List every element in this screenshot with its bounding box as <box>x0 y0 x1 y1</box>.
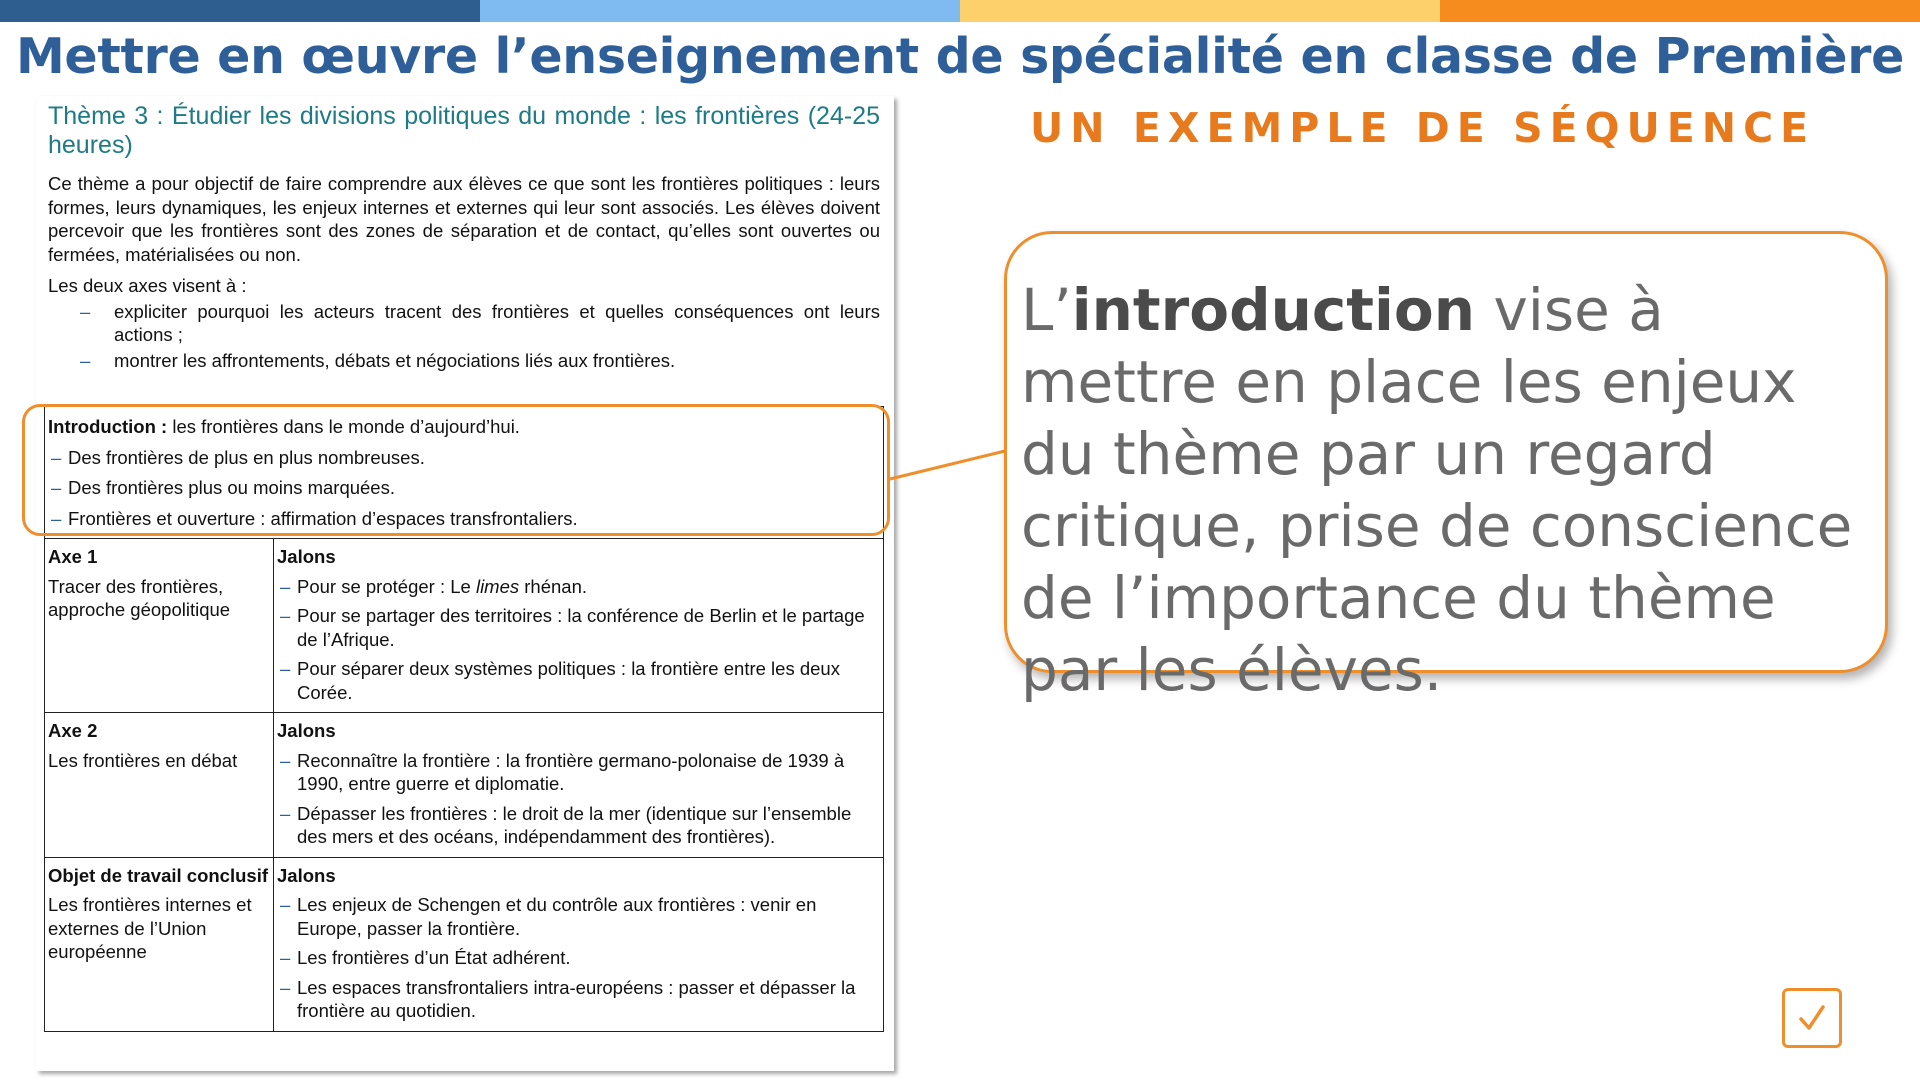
jalons-list <box>277 893 880 1023</box>
program-document <box>36 96 894 1071</box>
jalon-text-end: rhénan. <box>519 575 588 597</box>
theme-intro <box>48 172 880 374</box>
axes-list-item <box>48 300 880 347</box>
jalons-list <box>277 575 880 705</box>
axes-list <box>48 300 880 373</box>
row-description: Tracer des frontières, approche géopolitique <box>48 575 231 620</box>
axes-item-text: montrer les affrontements, débats et négociations liés aux frontières. <box>114 349 676 371</box>
callout-box <box>1004 231 1888 704</box>
check-mark-glyph <box>1785 991 1839 1045</box>
list-dash: – <box>280 575 291 597</box>
list-item <box>277 802 880 849</box>
row-title: Objet de travail conclusif <box>48 864 269 886</box>
jalon-text: Pour se partager des territoires : la conférence de Berlin et le partage de l’Afrique. <box>297 605 865 650</box>
list-item <box>277 657 880 704</box>
list-item-text: Des frontières de plus en plus nombreuses. <box>68 446 425 468</box>
table-row-objet-conclusif <box>45 857 884 1031</box>
table-row-axe-2 <box>45 713 884 858</box>
table-row-axe-1 <box>45 539 884 713</box>
row-label-cell <box>45 713 274 858</box>
intro-paragraph: Ce thème a pour objectif de faire comprendre aux élèves ce que sont les frontières politiques : leurs formes, leurs dynamiques, les enjeux internes et externes qui leur sont associés. Les élèves doivent percevoir que les frontières sont des zones de séparation et de contact, qu’elles sont ouvertes ou fermées, matérialisées ou non. <box>48 173 880 265</box>
list-dash: – <box>280 894 291 915</box>
slide-title: Mettre en œuvre l’enseignement de spécialité en classe de Première <box>15 28 1905 85</box>
jalons-list <box>277 749 880 849</box>
callout-keyword: introduction <box>1071 276 1476 344</box>
jalons-title: Jalons <box>277 864 336 886</box>
axes-list-item <box>48 349 880 373</box>
list-item-text: Des frontières plus ou moins marquées. <box>68 477 395 498</box>
jalons-cell <box>274 857 884 1031</box>
row-title: Axe 2 <box>48 720 98 741</box>
row-label-cell <box>45 539 274 713</box>
jalons-cell <box>274 539 884 713</box>
top-bar-segment-3 <box>960 0 1440 22</box>
jalon-emphasis: limes <box>475 575 520 597</box>
list-dash: – <box>280 749 291 771</box>
list-dash: – <box>51 477 62 498</box>
row-description: Les frontières internes et externes de l’Union européenne <box>48 894 252 962</box>
jalon-text: Reconnaître la frontière : la frontière germano-polonaise de 1939 à 1990, entre guerre et diplomatie. <box>297 749 845 794</box>
list-dash: – <box>51 446 62 468</box>
list-dash: – <box>51 507 62 529</box>
jalons-cell <box>274 713 884 858</box>
introduction-highlight <box>22 404 890 536</box>
connector-line <box>890 451 1005 479</box>
list-dash: – <box>280 658 291 679</box>
top-color-bar <box>0 0 1920 22</box>
list-dash: – <box>280 605 291 626</box>
list-dash: – <box>280 947 291 968</box>
list-dash: – <box>280 976 291 998</box>
introduction-text: les frontières dans le monde d’aujourd’hui. <box>172 416 520 437</box>
axes-intro: Les deux axes visent à : <box>48 275 247 296</box>
list-item-text: Frontières et ouverture : affirmation d’espaces transfrontaliers. <box>68 507 578 529</box>
callout-text-end: vise à mettre en place les enjeux du thème par un regard critique, prise de conscience de l’importance du thème par les élèves. <box>1021 276 1853 704</box>
axes-item-text: expliciter pourquoi les acteurs tracent des frontières et quelles conséquences ont leurs actions ; <box>114 300 880 345</box>
list-item <box>277 976 880 1023</box>
jalon-text: Pour séparer deux systèmes politiques : la frontière entre les deux Corée. <box>297 658 840 703</box>
jalon-text: Les enjeux de Schengen et du contrôle aux frontières : venir en Europe, passer la frontière. <box>297 894 817 939</box>
list-dash: – <box>80 349 91 371</box>
top-bar-segment-1 <box>0 0 480 22</box>
introduction-label: Introduction : <box>48 416 168 437</box>
check-icon[interactable] <box>1782 988 1842 1048</box>
row-label-cell <box>45 857 274 1031</box>
jalons-title: Jalons <box>277 720 336 741</box>
jalon-text: Les frontières d’un État adhérent. <box>297 947 571 968</box>
slide-subtitle: UN EXEMPLE DE SÉQUENCE <box>1030 104 1816 152</box>
jalon-text: Dépasser les frontières : le droit de la mer (identique sur l’ensemble des mers et des océans, indépendamment des frontières). <box>297 802 852 847</box>
list-item <box>277 893 880 940</box>
jalon-text: Les espaces transfrontaliers intra-européens : passer et dépasser la frontière au quotidien. <box>297 976 856 1021</box>
top-bar-segment-2 <box>480 0 960 22</box>
row-title: Axe 1 <box>48 546 98 567</box>
list-dash: – <box>280 802 291 824</box>
callout-text-start: L’ <box>1021 276 1072 344</box>
list-item <box>277 946 880 970</box>
row-description: Les frontières en débat <box>48 749 238 771</box>
callout-text <box>1021 274 1871 706</box>
list-item <box>277 749 880 796</box>
list-dash: – <box>80 300 91 322</box>
list-item <box>277 604 880 651</box>
jalons-title: Jalons <box>277 546 336 567</box>
theme-title: Thème 3 : Étudier les divisions politiques du monde : les frontières (24-25 heures) <box>48 102 880 159</box>
list-item <box>277 575 880 599</box>
top-bar-segment-4 <box>1440 0 1920 22</box>
jalon-text: Pour se protéger : Le <box>297 575 476 597</box>
